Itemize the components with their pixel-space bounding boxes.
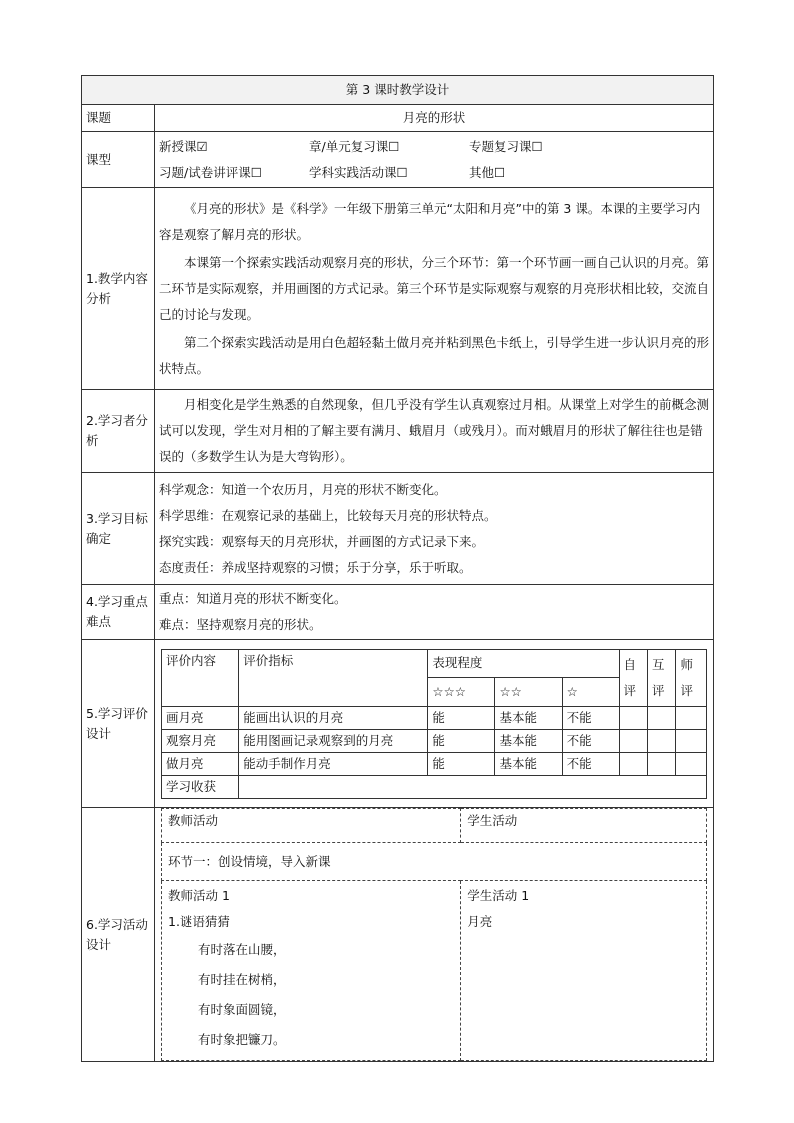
topic-row	[82, 105, 714, 132]
eval-stars-3: ☆☆☆	[428, 678, 495, 707]
goals-body	[155, 473, 714, 585]
content-paragraph: 第二个探索实践活动是用白色超轻黏土做月亮并粘到黑色卡纸上，引导学生进一步认识月亮的形状特点。	[159, 334, 710, 376]
eval-header-row	[162, 649, 707, 678]
goal-item: 态度责任：养成坚持观察的习惯；乐于分享，乐于听取。	[159, 559, 472, 575]
learner-analysis-body	[155, 390, 714, 473]
eval-data-row	[162, 706, 707, 729]
eval-stars-2: ☆☆	[495, 678, 562, 707]
eval-header-indicator: 评价指标	[239, 649, 428, 706]
riddle-line: 有时挂在树梢，	[198, 972, 286, 987]
lesson-plan-table	[81, 75, 714, 1062]
activity-table	[161, 808, 707, 1061]
learner-analysis-label: 2.学习者分析	[82, 390, 155, 473]
riddle-line: 有时落在山腰，	[198, 942, 286, 957]
eval-content: 画月亮	[162, 706, 239, 729]
student-activity-1-title: 学生活动 1	[467, 888, 530, 903]
student-activity-header: 学生活动	[461, 809, 707, 843]
type-option[interactable]: 其他☐	[469, 164, 506, 180]
eval-content: 做月亮	[162, 752, 239, 775]
eval-level-1: 不能	[562, 752, 619, 775]
eval-level-2: 基本能	[495, 752, 562, 775]
teacher-activity-1-item: 1.谜语猜猜	[168, 914, 230, 929]
keypoint-item: 难点：坚持观察月亮的形状。	[159, 617, 322, 632]
eval-gain-cell[interactable]	[239, 775, 707, 798]
eval-content: 观察月亮	[162, 729, 239, 752]
content-paragraph: 本课第一个探索实践活动观察月亮的形状，分三个环节：第一个环节画一画自己认识的月亮。第二环节是实际观察，并用画图的方式记录。第三个环节是实际观察与观察的月亮形状相比较，交流自己的讨论与发现。	[159, 254, 710, 322]
type-options	[155, 132, 714, 188]
keypoint-item: 重点：知道月亮的形状不断变化。	[159, 591, 347, 606]
goal-item: 探究实践：观察每天的月亮形状，并画图的方式记录下来。	[159, 533, 485, 549]
learner-paragraph: 月相变化是学生熟悉的自然现象，但几乎没有学生认真观察过月相。从课堂上对学生的前概念测试可以发现，学生对月相的了解主要有满月、蛾眉月（或残月）。而对蛾眉月的形状了解往往也是错误的（多数学生认为是大弯钩形）。	[159, 397, 710, 464]
eval-stars-1: ☆	[562, 678, 619, 707]
evaluation-table	[161, 649, 707, 799]
eval-peer-cell[interactable]	[647, 752, 675, 775]
eval-teacher-cell[interactable]	[676, 752, 707, 775]
type-option[interactable]: 章/单元复习课☐	[309, 138, 400, 154]
keypoints-body	[155, 585, 714, 640]
activity-row	[82, 808, 714, 1062]
eval-header-content: 评价内容	[162, 649, 239, 706]
topic-value: 月亮的形状	[155, 105, 714, 132]
goal-item: 科学思维：在观察记录的基础上，比较每天月亮的形状特点。	[159, 507, 497, 523]
riddle-line: 有时象把镰刀。	[198, 1032, 286, 1047]
content-analysis-row	[82, 188, 714, 390]
teacher-activity-header: 教师活动	[162, 809, 461, 843]
learner-analysis-row	[82, 390, 714, 473]
type-option[interactable]: 专题复习课☐	[469, 138, 543, 154]
type-option[interactable]: 学科实践活动课☐	[309, 164, 408, 180]
eval-level-3: 能	[428, 729, 495, 752]
eval-data-row	[162, 752, 707, 775]
eval-gain-label: 学习收获	[162, 775, 239, 798]
goal-item: 科学观念：知道一个农历月，月亮的形状不断变化。	[159, 481, 447, 497]
eval-indicator: 能用图画记录观察到的月亮	[239, 729, 428, 752]
eval-indicator: 能画出认识的月亮	[239, 706, 428, 729]
eval-data-row	[162, 729, 707, 752]
eval-self-cell[interactable]	[619, 729, 647, 752]
goals-row	[82, 473, 714, 585]
eval-level-2: 基本能	[495, 706, 562, 729]
type-label: 课型	[82, 132, 155, 188]
activity-detail-row	[162, 881, 707, 1061]
activity-body	[155, 808, 714, 1062]
topic-label: 课题	[82, 105, 155, 132]
eval-header-peer: 互评	[647, 649, 675, 706]
eval-level-3: 能	[428, 752, 495, 775]
student-activity-1	[461, 881, 707, 1061]
eval-header-level: 表现程度	[428, 649, 619, 678]
eval-indicator: 能动手制作月亮	[239, 752, 428, 775]
eval-level-1: 不能	[562, 706, 619, 729]
type-option[interactable]: 习题/试卷讲评课☐	[159, 164, 262, 180]
eval-teacher-cell[interactable]	[676, 729, 707, 752]
evaluation-row	[82, 640, 714, 808]
title-row	[82, 76, 714, 105]
type-row	[82, 132, 714, 188]
stage-one-title: 环节一：创设情境，导入新课	[162, 843, 707, 881]
goals-label: 3.学习目标确定	[82, 473, 155, 585]
keypoints-row	[82, 585, 714, 640]
content-analysis-body	[155, 188, 714, 390]
eval-self-cell[interactable]	[619, 752, 647, 775]
eval-header-teacher: 师评	[676, 649, 707, 706]
keypoints-label: 4.学习重点难点	[82, 585, 155, 640]
eval-self-cell[interactable]	[619, 706, 647, 729]
student-activity-1-answer: 月亮	[467, 914, 493, 929]
stage-row	[162, 843, 707, 881]
document-title: 第 3 课时教学设计	[82, 76, 714, 105]
lesson-plan-document	[81, 75, 713, 1062]
eval-teacher-cell[interactable]	[676, 706, 707, 729]
eval-gain-row	[162, 775, 707, 798]
type-option[interactable]: 新授课☑	[159, 138, 208, 154]
activity-header-row	[162, 809, 707, 843]
eval-header-self: 自评	[619, 649, 647, 706]
eval-peer-cell[interactable]	[647, 706, 675, 729]
teacher-activity-1	[162, 881, 461, 1061]
content-analysis-label: 1.教学内容分析	[82, 188, 155, 390]
content-paragraph: 《月亮的形状》是《科学》一年级下册第三单元“太阳和月亮”中的第 3 课。本课的主要学习内容是观察了解月亮的形状。	[159, 200, 701, 242]
eval-level-1: 不能	[562, 729, 619, 752]
eval-level-2: 基本能	[495, 729, 562, 752]
teacher-activity-1-title: 教师活动 1	[168, 888, 230, 903]
eval-peer-cell[interactable]	[647, 729, 675, 752]
activity-label: 6.学习活动设计	[82, 808, 155, 1062]
eval-level-3: 能	[428, 706, 495, 729]
riddle-line: 有时象面圆镜，	[198, 1002, 286, 1017]
evaluation-label: 5.学习评价设计	[82, 640, 155, 808]
evaluation-body	[155, 640, 714, 808]
